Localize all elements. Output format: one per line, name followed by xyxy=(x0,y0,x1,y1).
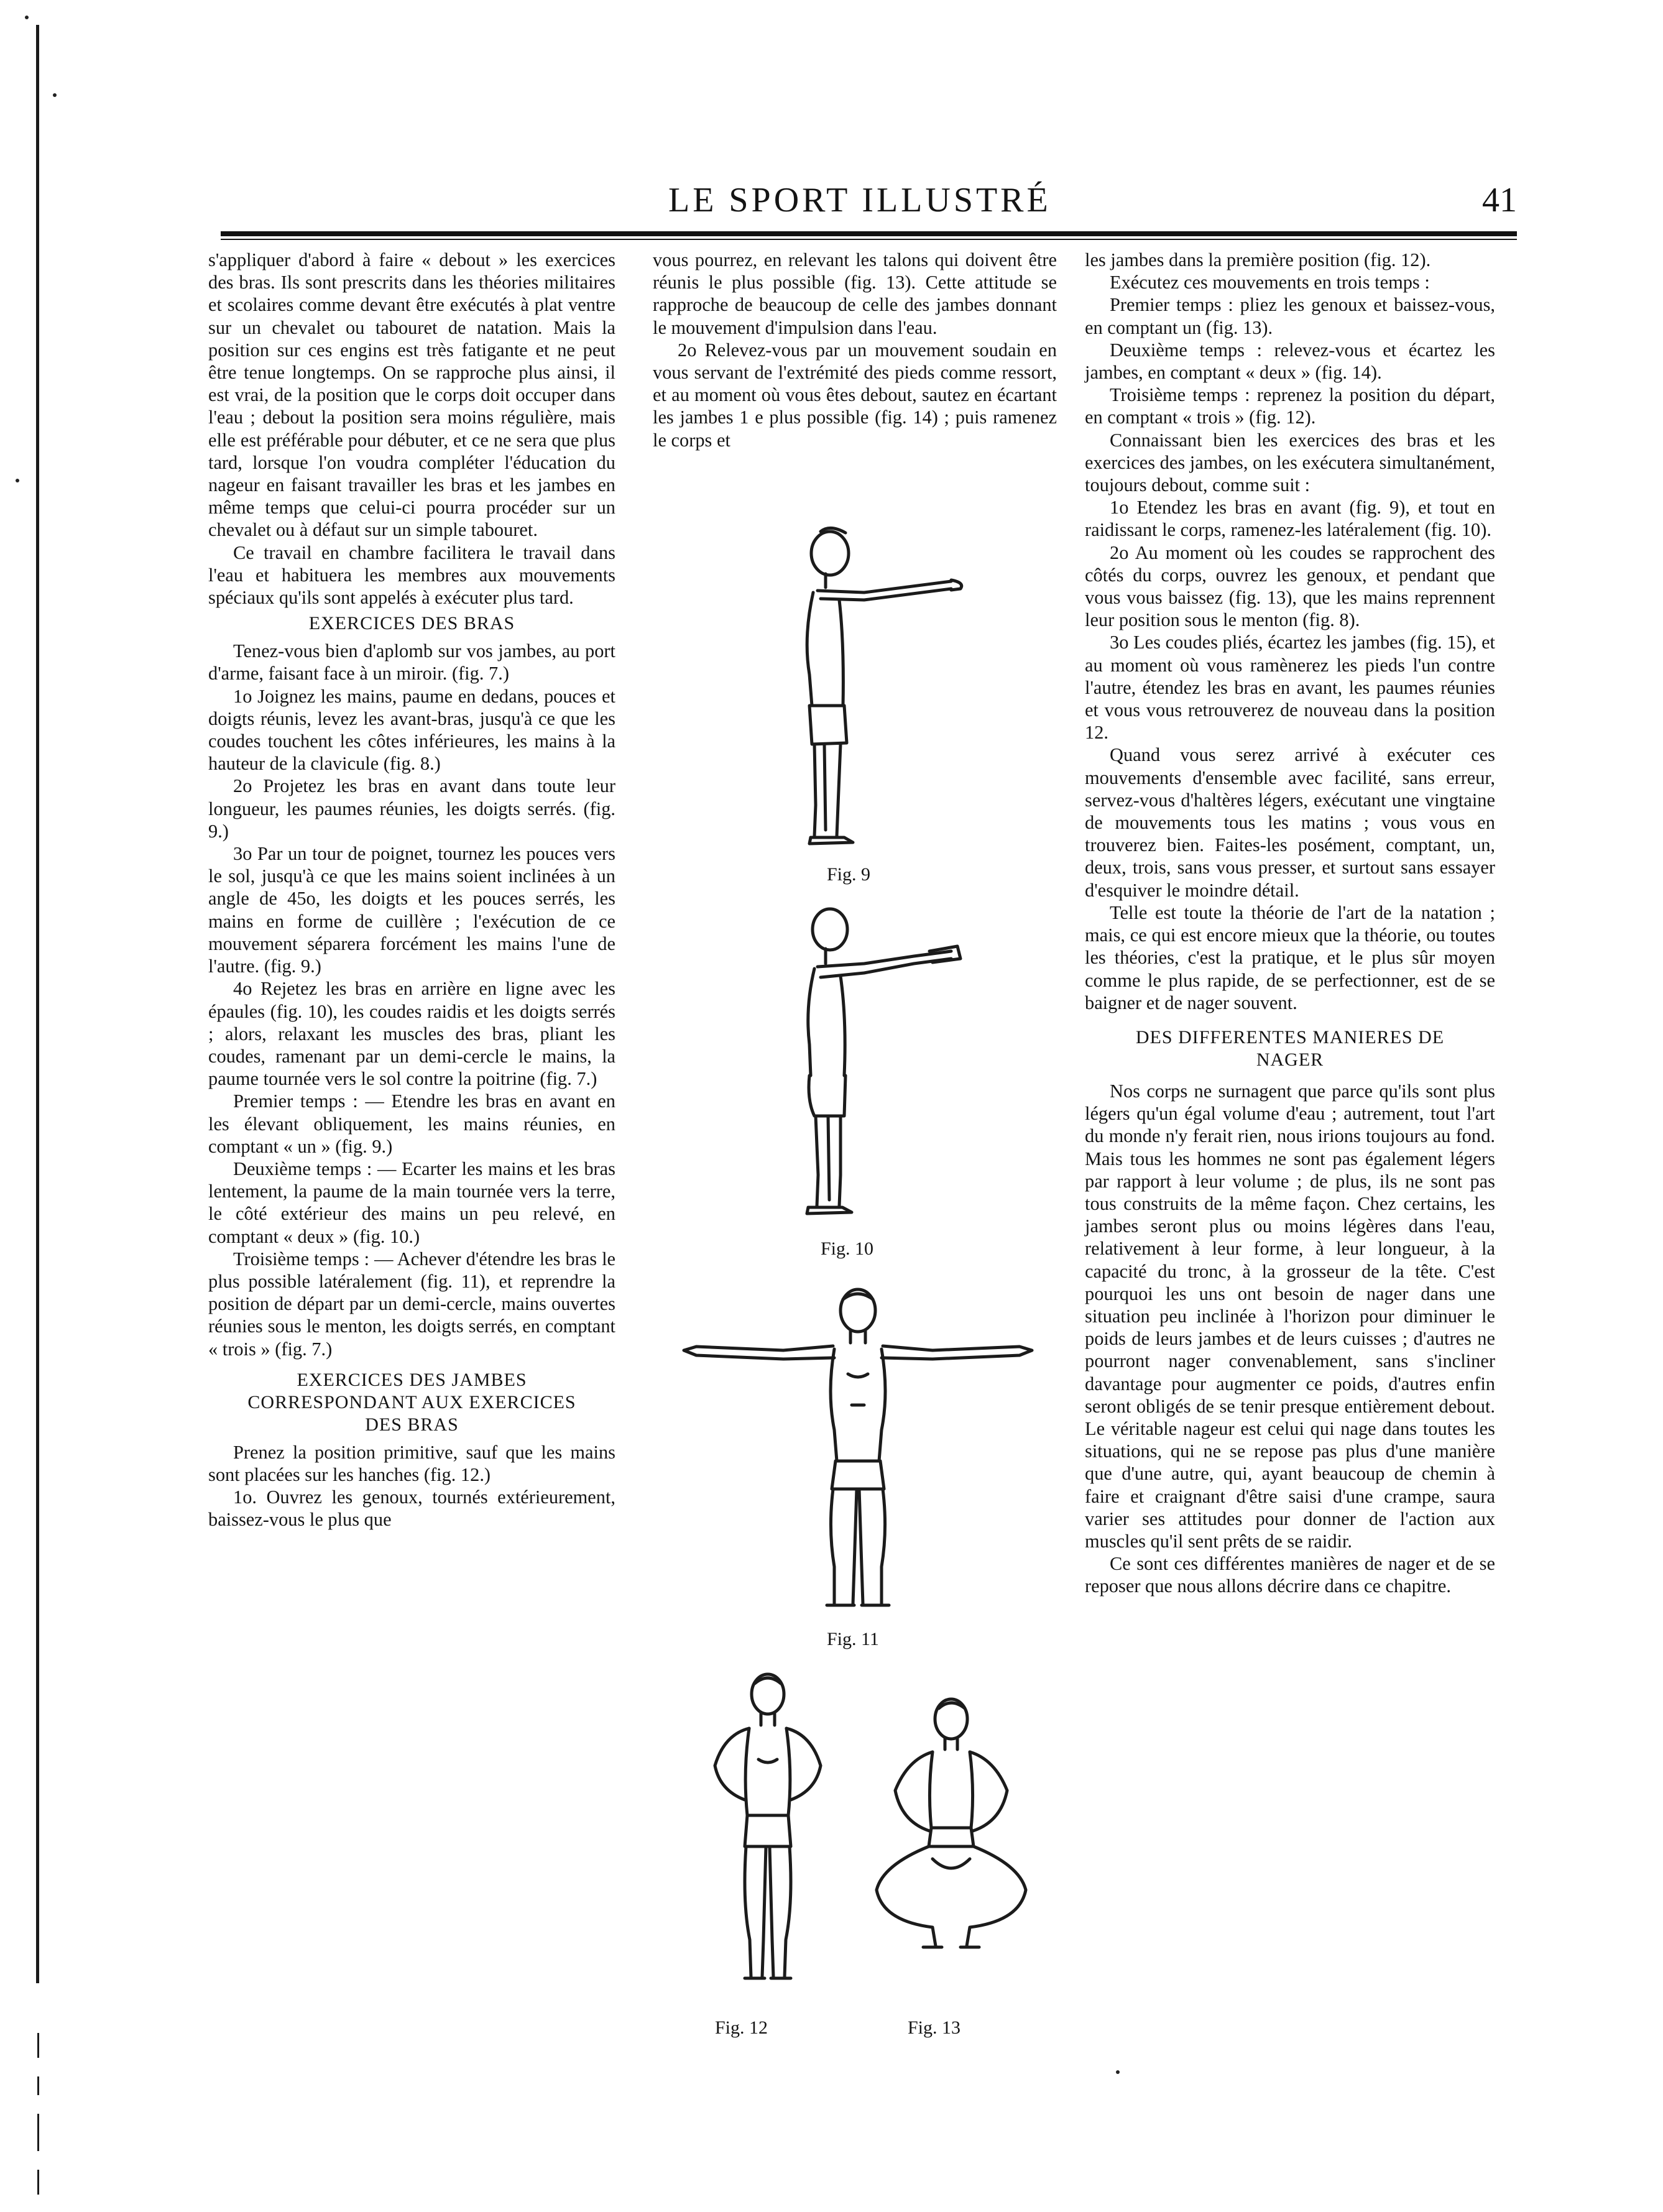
heading-line: DES DIFFERENTES MANIERES DE xyxy=(1135,1026,1445,1048)
paragraph: 2o Projetez les bras en avant dans toute leur longueur, les paumes réunies, les doigts serrés. (fig. 9.) xyxy=(208,775,615,842)
paragraph: Connaissant bien les exercices des bras et les exercices des jambes, on les exécutera simultanément, toujours debout, comme suit : xyxy=(1085,429,1495,496)
ink-speck xyxy=(1116,2070,1120,2074)
paragraph: 3o Par un tour de poignet, tournez les pouces vers le sol, jusqu'à ce que les mains soient inclinées à un angle de 45o, les doigts et les pouces serrés, les mains en forme de cuillère ; l'exécution de ce mouvement séparera forcément les mains l'une de l'autre. (fig. 9.) xyxy=(208,843,615,977)
paragraph: 2o Au moment où les coudes se rapprochent des côtés du corps, ouvrez les genoux, et pendant que vous vous baissez (fig. 13), que les mains reprennent leur position sous le menton (fig. 8). xyxy=(1085,541,1495,631)
paragraph: Ce sont ces différentes manières de nager et de se reposer que nous allons décrire dans ce chapitre. xyxy=(1085,1553,1495,1597)
paragraph: Troisième temps : reprenez la position du départ, en comptant « trois » (fig. 12). xyxy=(1085,384,1495,428)
figure-caption: Fig. 13 xyxy=(908,2017,961,2038)
paragraph: Tenez-vous bien d'aplomb sur vos jambes, au port d'arme, faisant face à un miroir. (fig. 7.) xyxy=(208,640,615,684)
paragraph: Deuxième temps : — Ecarter les mains et les bras lentement, la paume de la main tournée vers la terre, le côté extérieur des mains un peu relevé, en comptant « deux » (fig. 10.) xyxy=(208,1158,615,1247)
heading-line: CORRESPONDANT AUX EXERCICES xyxy=(247,1391,576,1412)
figure-10-illustration xyxy=(771,901,1020,1237)
page-binding-edge xyxy=(36,25,39,1983)
figure-caption: Fig. 10 xyxy=(821,1238,874,1259)
edge-mark xyxy=(37,2114,39,2151)
paragraph: les jambes dans la première position (fig. 12). xyxy=(1085,249,1431,270)
paragraph: Ce travail en chambre facilitera le travail dans l'eau et habituera les membres aux mouvements spéciaux qu'ils sont appelés à exécuter plus tard. xyxy=(208,541,615,609)
figure-caption: Fig. 9 xyxy=(827,864,871,885)
edge-mark xyxy=(37,2033,39,2058)
paragraph: Exécutez ces mouvements en trois temps : xyxy=(1110,272,1430,293)
ink-speck xyxy=(16,479,19,482)
paragraph: 1o. Ouvrez les genoux, tournés extérieurement, baissez-vous le plus que xyxy=(208,1486,615,1531)
paragraph: 1o Etendez les bras en avant (fig. 9), et tout en raidissant le corps, ramenez-les latéralement (fig. 10). xyxy=(1085,497,1495,541)
paragraph: Premier temps : pliez les genoux et baissez-vous, en comptant un (fig. 13). xyxy=(1085,294,1495,338)
paragraph: Quand vous serez arrivé à exécuter ces mouvements d'ensemble avec facilité, sans erreur, servez-vous d'haltères légers, exécutant une vingtaine de mouvements tous les matins ; vous vous en trouverez bien. Faites-les posément, comptant, un, deux, trois, sans vous presser, et surtout sans essayer d'esquiver le moindre détail. xyxy=(1085,744,1495,901)
figure-caption: Fig. 11 xyxy=(827,1629,879,1649)
paragraph: Deuxième temps : relevez-vous et écartez les jambes, en comptant « deux » (fig. 14). xyxy=(1085,339,1495,384)
heading-line: DES BRAS xyxy=(365,1414,459,1435)
figure-caption: Fig. 12 xyxy=(715,2017,768,2038)
section-heading xyxy=(1085,1049,1495,1071)
edge-mark xyxy=(37,2170,39,2195)
section-heading xyxy=(208,1414,615,1436)
paragraph: Premier temps : — Etendre les bras en avant en les élevant obliquement, les mains réunies, en comptant « un » (fig. 9.) xyxy=(208,1090,615,1157)
header-rule xyxy=(221,231,1517,236)
figure-12-illustration xyxy=(690,1666,845,2014)
ink-speck xyxy=(53,93,57,97)
paragraph: 4o Rejetez les bras en arrière en ligne avec les épaules (fig. 10), les coudes raidis et les doigts serrés ; alors, relaxant les muscles des bras, pliant les coudes, ramenant par un demi-cercle le mains, la paume tournée vers le sol contre la poitrine (fig. 7.) xyxy=(208,978,615,1090)
paragraph: 3o Les coudes pliés, écartez les jambes (fig. 15), et au moment où vous ramènerez les pieds l'un contre l'autre, étendez les bras en avant, les paumes réunies et vous vous retrouverez de nouveau dans la position 12. xyxy=(1085,632,1495,744)
heading-line: NAGER xyxy=(1256,1049,1324,1070)
paragraph: vous pourrez, en relevant les talons qui doivent être réunis le plus possible (fig. 13). Cette attitude se rapproche de beaucoup de celle des jambes donnant le mouvement d'impulsion dans l'eau. xyxy=(653,249,1057,338)
text-column-1 xyxy=(208,249,615,1531)
figure-13-illustration xyxy=(858,1691,1044,1965)
paragraph: Nos corps ne surnagent que parce qu'ils sont plus légers qu'un égal volume d'eau ; autrement, tout l'art du monde n'y ferait rien, nous irions toujours au fond. Mais tous les hommes ne sont pas également légers par rapport à leur volume ; de plus, ils ne sont pas tous construits de la même façon. Chez certains, les jambes seront plus ou moins légères dans l'eau, relativement à leur forme, à leur longueur, à la capacité du tronc, à la grosseur de la tête. C'est pourquoi les uns ont besoin de nager dans une situation peu inclinée à l'horizon pour diminuer le poids de leurs jambes et de leurs cuisses ; d'autres ne pourront nager convenablement, sans s'incliner davantage pour augmenter ce poids, d'autres enfin seront obligés de se tenir presque entièrement debout. Le véritable nageur est celui qui nage dans toutes les situations, qui ne se repose pas plus d'une manière que d'une autre, qui, ayant beaucoup de chemin à faire et craignant d'être saisi d'une crampe, saura varier ses attitudes pour donner de l'action aux muscles qu'il sent prêts de se raidir. xyxy=(1085,1080,1495,1552)
paragraph: s'appliquer d'abord à faire « debout » les exercices des bras. Ils sont prescrits dans les théories militaires et scolaires comme devant être exécutés à plat ventre sur un chevalet ou tabouret de natation. Mais la position sur ces engins est très fatigante et ne peut être tenue longtemps. On se rapproche plus ainsi, il est vrai, de la position que le corps doit occuper dans l'eau ; debout la position sera moins régulière, mais elle est préférable pour débuter, et ce ne sera que plus tard, lorsque l'on voudra compléter l'éducation du nageur en faisant travailler les bras et les jambes en même temps que celui-ci pourra procéder sur un chevalet ou à défaut sur un simple tabouret. xyxy=(208,249,615,541)
paragraph: 1o Joignez les mains, paume en dedans, pouces et doigts réunis, levez les avant-bras, jusqu'à ce que les coudes touchent les côtes inférieures, les mains à la hauteur de la clavicule (fig. 8.) xyxy=(208,685,615,775)
section-heading xyxy=(208,1369,615,1391)
paragraph: Telle est toute la théorie de l'art de la natation ; mais, ce qui est encore mieux que la théorie, ou toutes les théories, c'est la pratique, et le plus sûr moyen comme le plus rapide, de se perfectionner, est de se baigner et de nager souvent. xyxy=(1085,901,1495,1013)
heading-line: EXERCICES DES JAMBES xyxy=(297,1369,527,1390)
page-header xyxy=(221,180,1517,230)
journal-title: LE SPORT ILLUSTRÉ xyxy=(668,181,1051,219)
edge-mark xyxy=(37,2076,39,2095)
header-rule-thin xyxy=(221,239,1517,240)
figure-9-illustration xyxy=(771,519,995,867)
page-number: 41 xyxy=(1482,181,1517,219)
text-column-2 xyxy=(653,249,1057,451)
ink-speck xyxy=(25,16,29,19)
paragraph: Prenez la position primitive, sauf que les mains sont placées sur les hanches (fig. 12.) xyxy=(208,1441,615,1485)
figure-11-illustration xyxy=(671,1281,1044,1629)
text-column-3 xyxy=(1085,249,1495,1598)
section-heading: EXERCICES DES BRAS xyxy=(308,613,515,634)
section-heading xyxy=(1085,1026,1495,1049)
paragraph: Troisième temps : — Achever d'étendre les bras le plus possible latéralement (fig. 11), et reprendre la position de départ par un demi-cercle, mains ouvertes réunies sous le menton, les doigts serrés, en comptant « trois » (fig. 7.) xyxy=(208,1248,615,1360)
section-heading xyxy=(208,1391,615,1414)
paragraph: 2o Relevez-vous par un mouvement soudain en vous servant de l'extrémité des pieds comme ressort, et au moment où vous êtes debout, sautez en écartant les jambes 1 e plus possible (fig. 14) ; puis ramenez le corps et xyxy=(653,339,1057,451)
